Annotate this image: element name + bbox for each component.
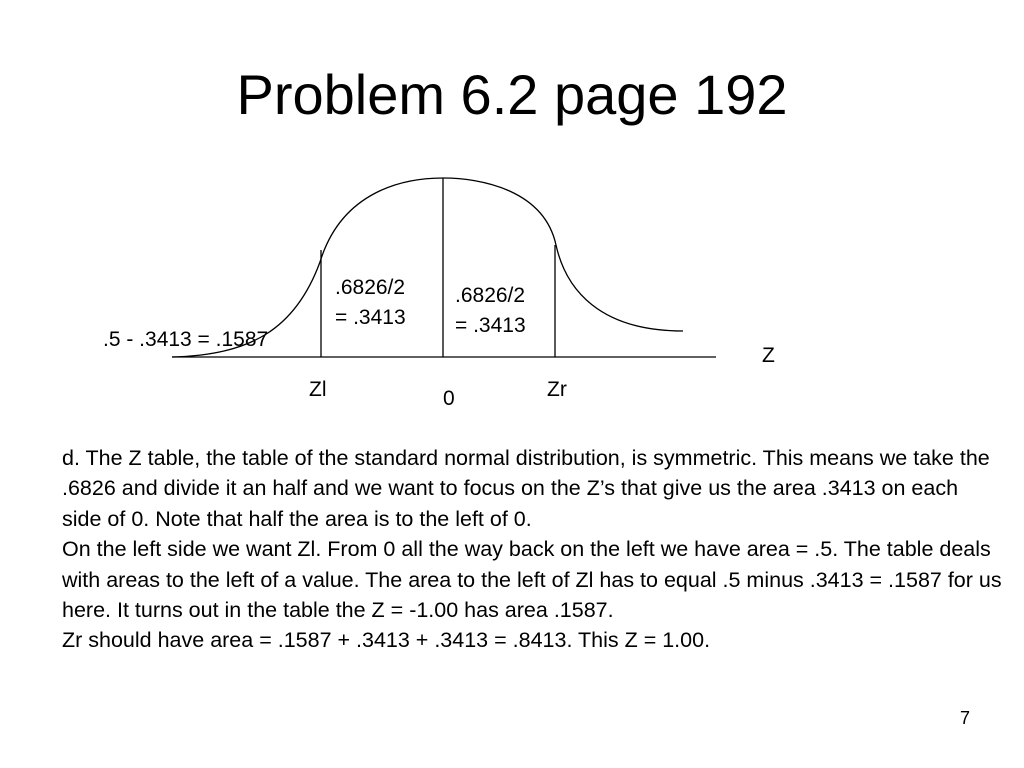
- zl-label: Zl: [309, 378, 327, 401]
- slide-number: 7: [959, 708, 970, 728]
- slide-title: Problem 6.2 page 192: [236, 63, 788, 126]
- explanation-paragraph-zr: Zr should have area = .1587 + .3413 + .3413 = .8413. This Z = 1.00.: [62, 628, 711, 653]
- explanation-paragraph-d: d. The Z table, the table of the standard normal distribution, is symmetric. This means we take the .6826 and divide it an half and we want to focus on the Z’s that give us the area .3413 on each side of 0. Note that half the area is to the left of 0.: [62, 446, 990, 531]
- explanation-paragraph-zl: On the left side we want Zl. From 0 all the way back on the left we have area = .5. The table deals with areas to the left of a value. The area to the left of Zl has to equal .5 minus .3413 = .1587 for us here. It turns out in the table the Z = -1.00 has area .1587.: [62, 537, 1002, 623]
- left-center-area-label-line2: = .3413: [335, 306, 406, 329]
- left-center-area-label-line1: .6826/2: [335, 276, 406, 299]
- zr-label: Zr: [547, 378, 567, 401]
- right-center-area-label-line1: .6826/2: [455, 284, 526, 307]
- zero-label: 0: [443, 387, 455, 410]
- explanation-text: [62, 443, 1002, 656]
- z-axis-label: Z: [762, 344, 775, 367]
- left-tail-area-label: .5 - .3413 = .1587: [103, 328, 269, 351]
- right-center-area-label-line2: = .3413: [455, 314, 526, 337]
